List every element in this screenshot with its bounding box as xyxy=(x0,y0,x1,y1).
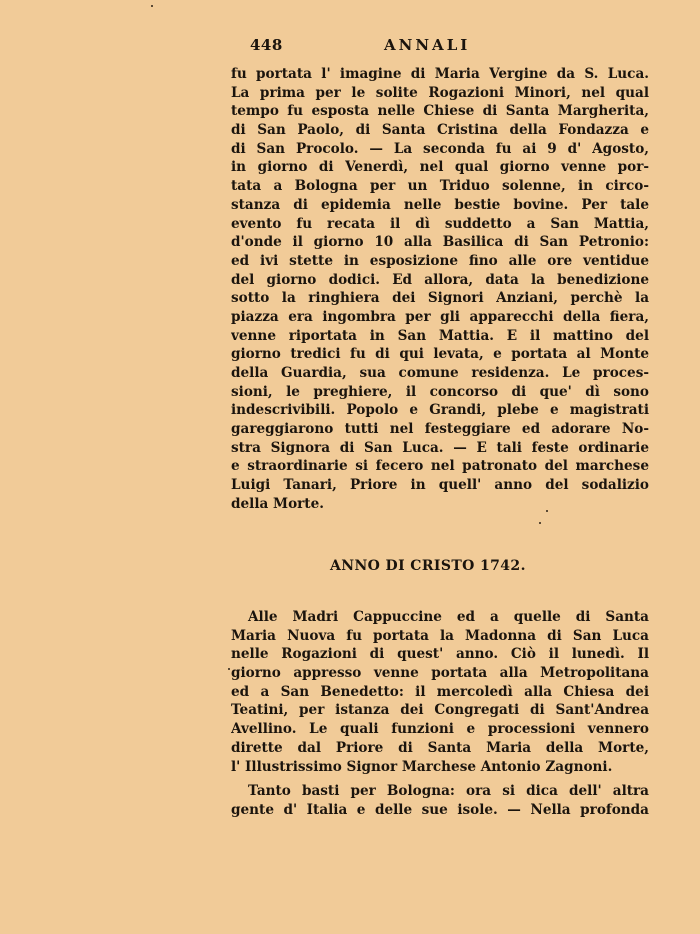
text-line: stra Signora di San Luca. — E tali feste ordinarie xyxy=(231,439,649,456)
text-line: Tanto basti per Bologna: ora si dica dell' altra xyxy=(248,783,649,799)
text-line: sotto la ringhiera dei Signori Anziani, perchè la xyxy=(231,290,649,307)
text-line: nelle Rogazioni di quest' anno. Ciò il lunedì. Il xyxy=(231,646,649,663)
text-line: venne riportata in San Mattia. E il mattino del xyxy=(231,327,649,344)
text-line: fu portata l' imagine di Maria Vergine da S. Luca. xyxy=(231,66,649,82)
text-line: piazza era ingombra per gli apparecchi della fiera, xyxy=(231,308,649,325)
text-line: stanza di epidemia nelle bestie bovine. Per tale xyxy=(231,196,649,213)
text-line: Luigi Tanari, Priore in quell' anno del sodalizio xyxy=(231,477,649,494)
text-line: La prima per le solite Rogazioni Minori, nel qual xyxy=(231,84,649,101)
text-line: tempo fu esposta nelle Chiese di Santa Margherita, xyxy=(231,103,649,120)
text-line: giorno appresso venne portata alla Metropolitana xyxy=(231,665,649,682)
text-line: tata a Bologna per un Triduo solenne, in circo- xyxy=(231,178,649,195)
text-line: ed ivi stette in esposizione fino alle ore ventidue xyxy=(231,252,649,269)
paper-speck xyxy=(151,5,153,7)
paragraph-2 xyxy=(231,608,649,776)
text-line: Maria Nuova fu portata la Madonna di San Luca xyxy=(231,627,649,644)
text-line: in giorno di Venerdì, nel qual giorno venne por- xyxy=(231,159,649,176)
text-line: Alle Madri Cappuccine ed a quelle di Santa xyxy=(248,609,649,625)
text-line: d'onde il giorno 10 alla Basilica di San Petronio: xyxy=(231,234,649,251)
text-line: di San Procolo. — La seconda fu ai 9 d' Agosto, xyxy=(231,140,649,157)
paper-speck xyxy=(228,668,230,670)
paragraph-3 xyxy=(231,782,649,819)
text-line: ed a San Benedetto: il mercoledì alla Chiesa dei xyxy=(231,683,649,700)
text-line: della Morte. xyxy=(231,495,324,512)
text-line: dirette dal Priore di Santa Maria della Morte, xyxy=(231,739,649,756)
paper-speck xyxy=(546,510,548,512)
section-title: ANNO DI CRISTO 1742. xyxy=(330,558,526,574)
page-number: 448 xyxy=(250,36,283,54)
text-line: Teatini, per istanza dei Congregati di Sant'Andrea xyxy=(231,702,649,719)
paper-speck xyxy=(539,522,541,524)
running-head: ANNALI xyxy=(384,36,471,54)
text-line: e straordinarie si fecero nel patronato del marchese xyxy=(231,458,649,475)
text-line: indescrivibili. Popolo e Grandi, plebe e magistrati xyxy=(231,402,649,419)
text-line: sioni, le preghiere, il concorso di que' dì sono xyxy=(231,383,649,400)
paragraph-1 xyxy=(231,65,649,514)
text-line: gente d' Italia e delle sue isole. — Nella profonda xyxy=(231,801,649,818)
text-line: giorno tredici fu di qui levata, e portata al Monte xyxy=(231,346,649,363)
text-line: l' Illustrissimo Signor Marchese Antonio Zagnoni. xyxy=(231,758,613,775)
text-line: di San Paolo, di Santa Cristina della Fondazza e xyxy=(231,122,649,139)
text-line: della Guardia, sua comune residenza. Le proces- xyxy=(231,365,649,381)
text-line: Avellino. Le quali funzioni e processioni vennero xyxy=(231,721,649,738)
text-line: gareggiarono tutti nel festeggiare ed adorare No- xyxy=(231,421,649,438)
text-line: del giorno dodici. Ed allora, data la benedizione xyxy=(231,271,649,288)
page-header xyxy=(246,36,506,56)
text-line: evento fu recata il dì suddetto a San Mattia, xyxy=(231,215,649,232)
